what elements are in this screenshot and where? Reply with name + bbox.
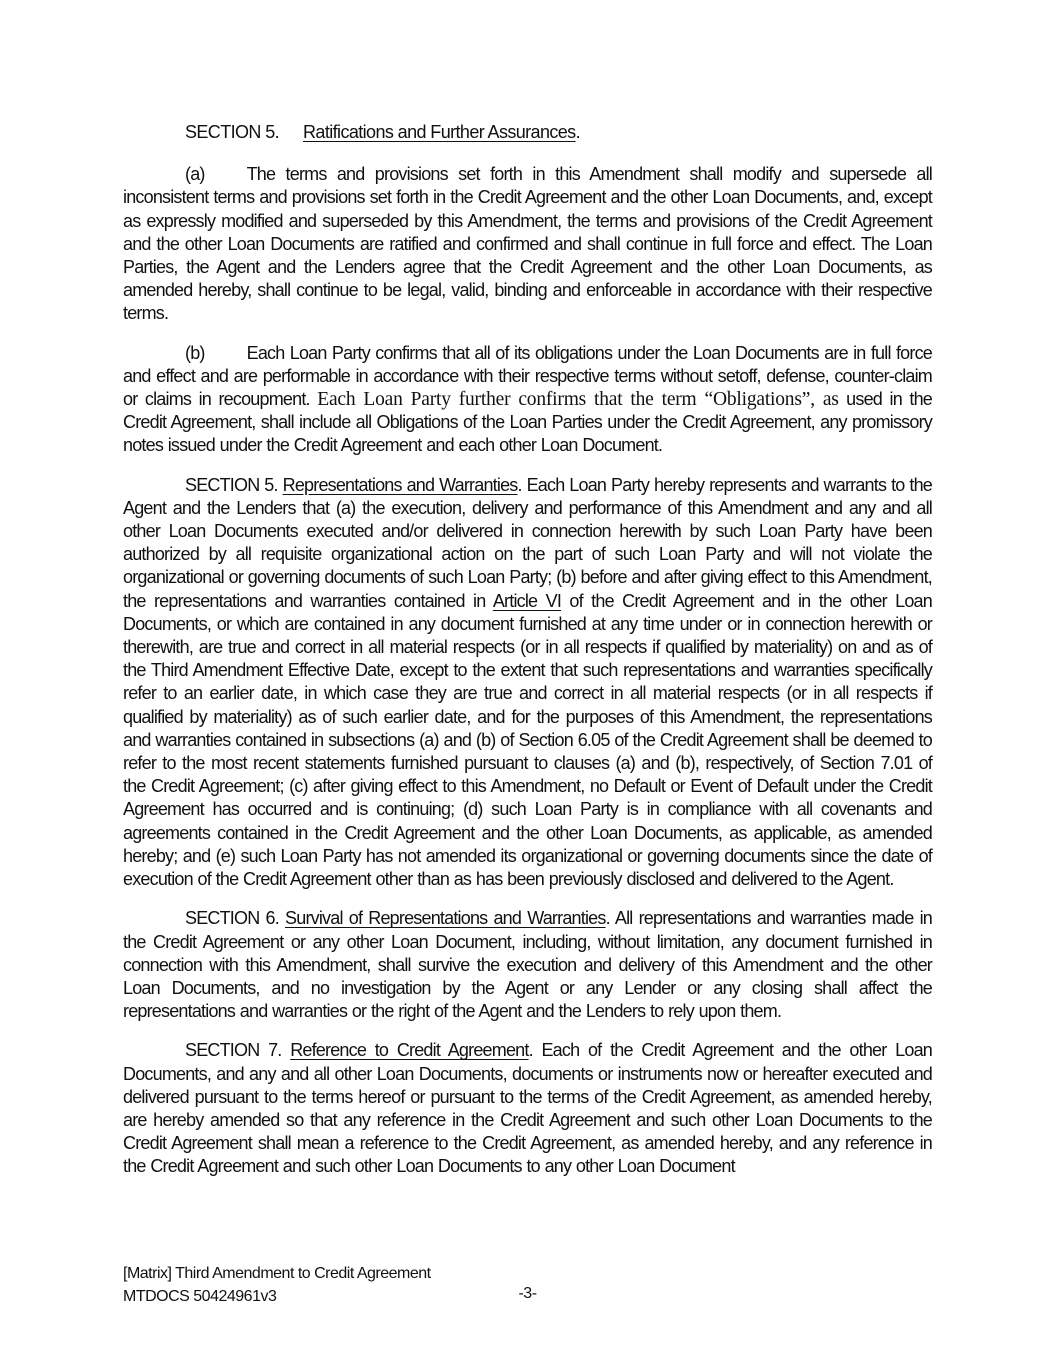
- text-segment: of the Credit Agreement and in the other Loan Documents, or which are contained in any document furnished at any time under or in connection herewith or therewith, are true and correct in all material respects (or in all respects if qualified by materiality) on and as of the Third Amendment Effective Date, except to the extent that such representations and warranties specifically refer to an earlier date, in which case they are true and correct in all material respects (or in all respects if qualified by materiality) as of such earlier date, and for the purposes of this Amendment, the representations and warranties contained in subsections (a) and (b) of Section 6.05 of the Credit Agreement shall be deemed to refer to the most recent statements furnished pursuant to clauses (a) and (b), respectively, of Section 7.01 of the Credit Agreement; (c) after giving effect to this Amendment, no Default or Event of Default under the Credit Agreement has occurred and is continuing; (d) such Loan Party is in compliance with all covenants and agreements contained in the Credit Agreement and the other Loan Documents, as applicable, as amended hereby; and (e) such Loan Party has not amended its organizational or governing documents since the date of execution of the Credit Agreement other than as has been previously disclosed and delivered to the Agent.: [123, 590, 932, 890]
- page-number: -3-: [518, 1285, 537, 1302]
- text-segment: (a): [185, 164, 205, 185]
- section-5-representations-paragraph: [123, 474, 932, 892]
- text-segment: Each Loan Party further confirms that the term “Obligations”, as: [317, 389, 839, 411]
- section-7-reference-paragraph: [123, 1039, 932, 1178]
- text-segment: SECTION 7.: [185, 1040, 291, 1061]
- paragraph-a: [123, 163, 932, 325]
- text-segment: The terms and provisions set forth in this Amendment shall modify and supersede all inconsistent terms and provisions set forth in the Credit Agreement and the other Loan Documents, and, except as expressly modified and superseded by this Amendment, the terms and provisions of the Credit Agreement and the other Loan Documents are ratified and confirmed and shall continue in full force and effect. The Loan Parties, the Agent and the Lenders agree that the Credit Agreement and the other Loan Documents, as amended hereby, shall continue to be legal, valid, binding and enforceable in accordance with their respective terms.: [123, 164, 932, 324]
- document-content: [123, 121, 932, 1195]
- tab-spacer: [205, 179, 247, 180]
- section-5-ratifications-heading: [123, 121, 932, 144]
- footer-doc-id: MTDOCS 50424961v3: [123, 1288, 277, 1305]
- text-segment: . Each Loan Party hereby represents and warrants to the Agent and the Lenders that (a) the execution, delivery and performance of this Amendment and any and all other Loan Documents executed and/or delivered in connection herewith by such Loan Party have been authorized by all requisite organizational action on the part of such Loan Party and will not violate the organizational or governing documents of such Loan Party; (b) before and after giving effect to this Amendment, the representations and warranties contained in: [123, 474, 932, 611]
- paragraph-b: [123, 342, 932, 458]
- text-segment: Representations and Warranties: [282, 474, 518, 495]
- text-segment: Ratifications and Further Assurances: [303, 122, 576, 142]
- text-segment: SECTION 5.: [185, 122, 280, 142]
- text-segment: . Each of the Credit Agreement and the other Loan Documents, and any and all other Loan Documents, documents or instruments now or hereafter executed and delivered pursuant to the terms hereof or pursuant to the terms of the Credit Agreement, as amended hereby, are hereby amended so that any reference in the Credit Agreement and such other Loan Documents to the Credit Agreement shall mean a reference to the Credit Agreement, as amended hereby, and any reference in the Credit Agreement and such other Loan Documents to any other Loan Document: [123, 1040, 932, 1177]
- footer-doc-title: [Matrix] Third Amendment to Credit Agreement: [123, 1265, 431, 1282]
- tab-spacer: [205, 358, 247, 359]
- tab-spacer: [279, 137, 303, 138]
- text-segment: Reference to Credit Agreement: [290, 1040, 529, 1061]
- text-segment: (b): [185, 342, 205, 363]
- text-segment: used in the Credit Agreement, shall include all Obligations of the Loan Parties under the Credit Agreement, any promissory notes issued under the Credit Agreement and each other Loan Document.: [123, 389, 933, 456]
- section-6-survival-paragraph: [123, 907, 932, 1023]
- text-segment: . All representations and warranties made in the Credit Agreement or any other Loan Document, including, without limitation, any document furnished in connection with this Amendment, shall survive the execution and delivery of this Amendment and the other Loan Documents, and no investigation by the Agent or any Lender or any closing shall affect the representations and warranties or the right of the Agent and the Lenders to rely upon them.: [123, 908, 932, 1022]
- text-segment: SECTION 6.: [185, 908, 286, 929]
- text-segment: Each Loan Party confirms that all of its obligations under the Loan Documents are in full force and effect and are performable in accordance with their respective terms without setoff, defense, counter-claim or claims in recoupment.: [123, 342, 932, 410]
- text-segment: .: [575, 122, 580, 142]
- text-segment: SECTION 5.: [185, 474, 283, 495]
- text-segment: Survival of Representations and Warranties: [285, 908, 606, 929]
- text-segment: Article VI: [492, 590, 562, 611]
